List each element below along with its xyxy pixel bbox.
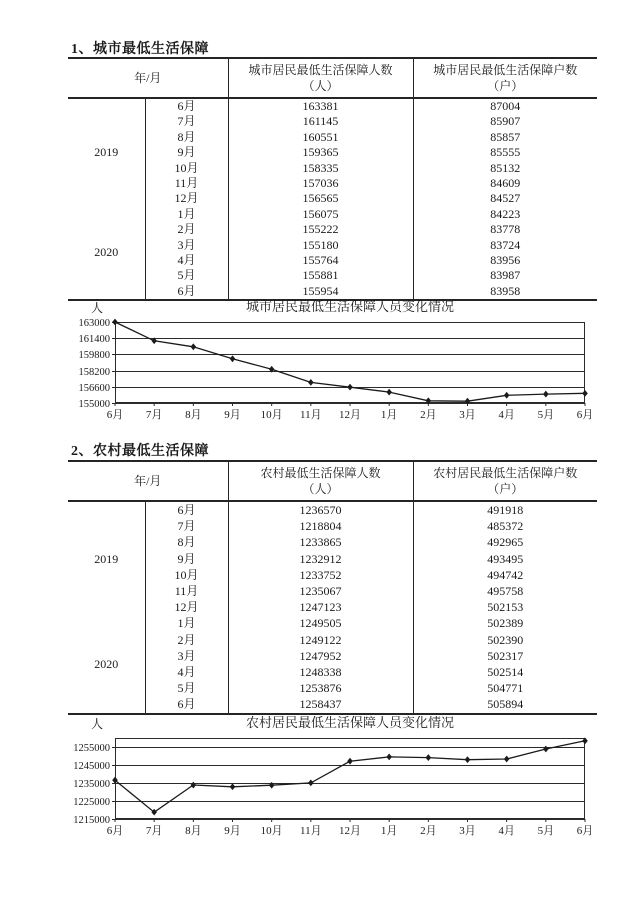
x-tick-label: 2月 <box>420 409 437 421</box>
people-cell: 156075 <box>228 207 413 222</box>
month-cell: 12月 <box>145 191 228 206</box>
table-row <box>68 599 597 615</box>
month-cell: 3月 <box>145 648 228 664</box>
people-cell: 158335 <box>228 161 413 176</box>
month-cell: 3月 <box>145 238 228 253</box>
x-tick-label: 2月 <box>420 825 437 837</box>
month-cell: 10月 <box>145 161 228 176</box>
year-month-header: 年/月 <box>68 461 228 501</box>
data-point-marker <box>504 756 510 763</box>
month-cell: 11月 <box>145 583 228 599</box>
households-cell: 495758 <box>487 584 524 599</box>
urban-table <box>68 57 597 301</box>
households-cell: 492965 <box>487 535 524 550</box>
x-tick-label: 1月 <box>380 409 398 421</box>
data-point-marker <box>308 779 314 786</box>
data-point-marker <box>112 319 118 326</box>
x-tick-label: 10月 <box>260 409 283 421</box>
table-row <box>68 207 597 222</box>
month-cell: 5月 <box>145 268 228 283</box>
households-cell: 84223 <box>490 206 521 221</box>
month-cell: 7月 <box>145 518 228 534</box>
x-tick-label: 6月 <box>106 409 124 421</box>
households-cell: 502514 <box>487 665 524 680</box>
column-header-unit: （人） <box>302 79 339 93</box>
x-tick-label: 12月 <box>339 825 361 837</box>
people-cell: 1232912 <box>228 551 413 567</box>
month-cell: 5月 <box>145 680 228 696</box>
people-cell: 1253876 <box>228 680 413 696</box>
x-tick-label: 5月 <box>537 825 555 837</box>
households-cell: 502390 <box>487 632 524 647</box>
x-tick-label: 4月 <box>498 825 515 837</box>
year-cell: 2019 <box>94 145 119 160</box>
data-table <box>68 460 597 715</box>
section-1-heading: 1、城市最低生活保障 <box>71 42 209 57</box>
column-header-unit: （户） <box>487 79 524 93</box>
households-cell: 505894 <box>487 697 524 712</box>
column-header <box>413 58 597 98</box>
month-cell: 12月 <box>145 599 228 615</box>
month-cell: 2月 <box>145 222 228 237</box>
table-row <box>68 191 597 206</box>
people-cell: 161145 <box>228 114 413 129</box>
table-row <box>68 268 597 283</box>
x-tick-label: 8月 <box>185 825 202 837</box>
y-tick-label: 156600 <box>78 383 110 394</box>
header-row <box>68 461 597 501</box>
households-cell: 502317 <box>487 648 524 663</box>
x-tick-label: 12月 <box>339 409 361 421</box>
month-cell: 7月 <box>145 114 228 129</box>
households-cell: 85857 <box>490 129 521 144</box>
people-cell: 1218804 <box>228 518 413 534</box>
y-tick-label: 1225000 <box>73 797 110 808</box>
households-cell: 84609 <box>490 176 521 191</box>
y-tick-label: 161400 <box>78 334 110 345</box>
y-axis-unit-label: 人 <box>90 717 104 731</box>
y-tick-label: 1255000 <box>73 743 110 754</box>
table-row <box>68 648 597 664</box>
data-point-marker <box>426 754 432 761</box>
households-cell: 502389 <box>487 616 524 631</box>
x-tick-label: 9月 <box>224 825 241 837</box>
households-cell: 83778 <box>490 222 521 237</box>
y-tick-label: 158200 <box>78 367 110 378</box>
column-header-title: 农村居民最低生活保障户数 <box>433 465 578 480</box>
people-cell: 155764 <box>228 253 413 268</box>
x-tick-label: 4月 <box>498 409 515 421</box>
month-cell: 1月 <box>145 615 228 631</box>
table-row <box>68 664 597 680</box>
table-row <box>68 130 597 145</box>
month-cell: 4月 <box>145 253 228 268</box>
rural-table <box>68 460 597 715</box>
table-row <box>68 176 597 191</box>
data-point-marker <box>191 343 197 350</box>
month-cell: 8月 <box>145 130 228 145</box>
people-cell: 155180 <box>228 238 413 253</box>
table-row <box>68 567 597 583</box>
year-cell: 2020 <box>94 656 119 671</box>
table-row <box>68 161 597 176</box>
households-cell: 83958 <box>490 283 521 298</box>
households-cell: 493495 <box>487 551 524 566</box>
column-header-title: 城市居民最低生活保障户数 <box>433 62 578 77</box>
chart-title: 农村居民最低生活保障人员变化情况 <box>245 715 455 730</box>
table-row <box>68 98 597 114</box>
people-cell: 1236570 <box>228 501 413 518</box>
x-tick-label: 11月 <box>300 409 322 421</box>
people-cell: 1258437 <box>228 696 413 713</box>
y-axis-unit-label: 人 <box>90 301 104 315</box>
x-tick-label: 10月 <box>260 825 283 837</box>
table-row <box>68 534 597 550</box>
data-point-marker <box>230 355 236 362</box>
x-tick-label: 3月 <box>459 825 476 837</box>
section-2-heading: 2、农村最低生活保障 <box>71 444 209 459</box>
people-cell: 155881 <box>228 268 413 283</box>
year-cell: 2020 <box>94 245 119 260</box>
column-header <box>228 58 413 98</box>
people-cell: 1249122 <box>228 632 413 648</box>
month-cell: 10月 <box>145 567 228 583</box>
chart-title: 城市居民最低生活保障人员变化情况 <box>245 299 455 314</box>
plot-area <box>116 739 585 819</box>
header-row <box>68 58 597 98</box>
households-cell: 83956 <box>490 253 521 268</box>
people-cell: 159365 <box>228 145 413 160</box>
x-tick-label: 6月 <box>576 825 594 837</box>
households-cell: 85555 <box>490 145 521 160</box>
x-tick-label: 8月 <box>185 409 202 421</box>
data-point-marker <box>465 756 471 763</box>
people-cell: 155954 <box>228 284 413 300</box>
people-cell: 1249505 <box>228 615 413 631</box>
y-tick-label: 1235000 <box>73 779 110 790</box>
data-point-marker <box>269 782 275 789</box>
x-tick-label: 9月 <box>224 409 241 421</box>
x-tick-label: 1月 <box>380 825 398 837</box>
y-tick-label: 163000 <box>78 318 110 329</box>
month-cell: 2月 <box>145 632 228 648</box>
year-month-header: 年/月 <box>68 58 228 98</box>
households-cell: 502153 <box>487 600 524 615</box>
urban-line-chart <box>75 296 600 426</box>
people-cell: 156565 <box>228 191 413 206</box>
households-cell: 491918 <box>487 503 524 517</box>
x-tick-label: 7月 <box>145 825 163 837</box>
x-tick-label: 6月 <box>576 409 594 421</box>
month-cell: 6月 <box>145 98 228 114</box>
people-cell: 1233865 <box>228 534 413 550</box>
table-row <box>68 518 597 534</box>
people-cell: 163381 <box>228 98 413 114</box>
table-row <box>68 615 597 631</box>
x-tick-label: 6月 <box>106 825 124 837</box>
people-cell: 160551 <box>228 130 413 145</box>
table-row <box>68 583 597 599</box>
month-cell: 6月 <box>145 696 228 713</box>
people-cell: 1248338 <box>228 664 413 680</box>
month-cell: 9月 <box>145 551 228 567</box>
data-point-marker <box>347 384 353 391</box>
table-row <box>68 222 597 237</box>
households-cell: 85132 <box>490 160 521 175</box>
data-point-marker <box>191 782 197 789</box>
data-point-marker <box>308 379 314 386</box>
households-cell: 83724 <box>490 237 521 252</box>
y-tick-label: 155000 <box>78 399 110 410</box>
month-cell: 9月 <box>145 145 228 160</box>
data-table <box>68 57 597 301</box>
households-cell: 85907 <box>490 114 521 129</box>
month-cell: 6月 <box>145 501 228 518</box>
data-point-marker <box>543 746 549 753</box>
people-cell: 155222 <box>228 222 413 237</box>
column-header <box>228 461 413 501</box>
households-cell: 504771 <box>487 681 524 696</box>
x-tick-label: 11月 <box>300 825 322 837</box>
households-cell: 84527 <box>490 191 521 206</box>
people-cell: 1235067 <box>228 583 413 599</box>
table-row <box>68 680 597 696</box>
data-point-marker <box>504 392 510 399</box>
x-tick-label: 7月 <box>145 409 163 421</box>
households-cell: 83987 <box>490 268 521 283</box>
month-cell: 8月 <box>145 534 228 550</box>
year-cell: 2019 <box>94 551 119 566</box>
column-header-unit: （户） <box>487 482 524 496</box>
table-row <box>68 501 597 518</box>
people-cell: 1247952 <box>228 648 413 664</box>
table-row <box>68 145 597 160</box>
data-point-marker <box>347 758 353 765</box>
data-point-marker <box>386 389 392 396</box>
households-cell: 87004 <box>490 99 521 113</box>
y-tick-label: 159800 <box>78 350 110 361</box>
column-header-title: 城市居民最低生活保障人数 <box>248 62 393 77</box>
data-point-marker <box>543 391 549 398</box>
table-row <box>68 551 597 567</box>
column-header-unit: （人） <box>302 482 339 496</box>
month-cell: 4月 <box>145 664 228 680</box>
month-cell: 1月 <box>145 207 228 222</box>
month-cell: 6月 <box>145 284 228 300</box>
data-point-marker <box>230 783 236 790</box>
people-cell: 1233752 <box>228 567 413 583</box>
households-cell: 485372 <box>487 519 524 534</box>
column-header <box>413 461 597 501</box>
people-cell: 1247123 <box>228 599 413 615</box>
y-tick-label: 1215000 <box>73 815 110 826</box>
data-point-marker <box>386 753 392 760</box>
data-point-marker <box>582 390 588 397</box>
month-cell: 11月 <box>145 176 228 191</box>
x-tick-label: 3月 <box>459 409 476 421</box>
table-row <box>68 238 597 253</box>
people-cell: 157036 <box>228 176 413 191</box>
table-row <box>68 632 597 648</box>
rural-line-chart <box>75 712 600 842</box>
table-row <box>68 114 597 129</box>
households-cell: 494742 <box>487 567 524 582</box>
column-header-title: 农村最低生活保障人数 <box>260 465 381 480</box>
table-row <box>68 253 597 268</box>
x-tick-label: 5月 <box>537 409 555 421</box>
y-tick-label: 1245000 <box>73 761 110 772</box>
